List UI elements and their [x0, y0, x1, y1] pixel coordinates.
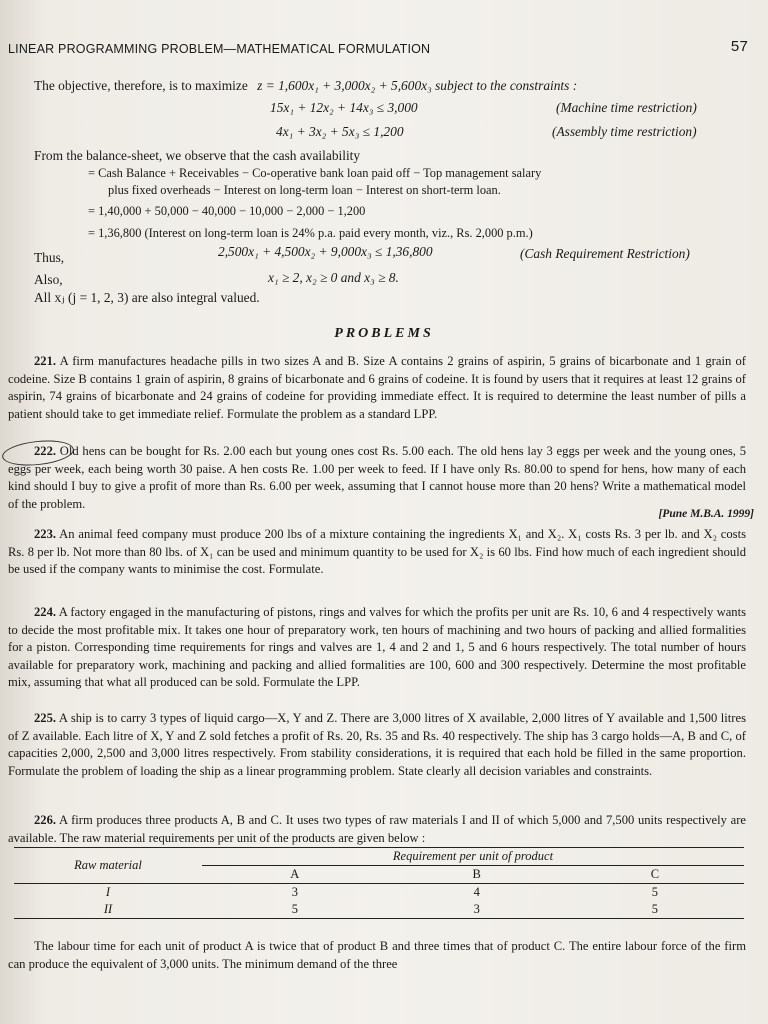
column-header: B: [472, 867, 481, 881]
problem-number: 224.: [34, 605, 57, 619]
cash-line-4: = 1,36,800 (Interest on long-term loan is 24% p.a. paid every month, viz., Rs. 2,000 p.m.): [88, 226, 533, 240]
problem-224: [8, 604, 746, 692]
bounds-expression: x₁ ≥ 2, x₂ ≥ 0 and x₃ ≥ 8.: [268, 270, 399, 285]
also-label: Also,: [34, 272, 63, 287]
raw-material-table: [14, 847, 744, 919]
problem-text: A firm produces three products A, B and C. It uses two types of raw materials I and II of which 5,000 and 7,500 units respectively are available. The raw material requirements per unit of the products are given below :: [8, 813, 746, 845]
constraint-1-label: (Machine time restriction): [556, 100, 697, 115]
cash-intro: From the balance-sheet, we observe that the cash availability: [34, 148, 361, 163]
closing-text: The labour time for each unit of product A is twice that of product B and three times that of product C. The entire labour force of the firm can produce the equivalent of 3,000 units. The minimum demand of the three: [8, 939, 746, 971]
table-cell: 3: [202, 884, 388, 902]
constraint-1: 15x₁ + 12x₂ + 14x₃ ≤ 3,000: [270, 100, 418, 115]
constraint-2: 4x₁ + 3x₂ + 5x₃ ≤ 1,200: [276, 124, 404, 139]
problem-text: A factory engaged in the manufacturing of pistons, rings and valves for which the profits per unit are Rs. 10, 6 and 4 respectively wants to decide the most profitable mix. It takes one hour of preparatory work, ten hours of machining and two hours of packing and allied formalities for a piston. Corresponding time requirements for rings and valves are 1, 4 and 2 and 1, 5 and 6 hours respectively. The total number of hours available for preparatory work, machining and packing and allied formalities are 100, 600 and 300 respectively. Determine the most profitable mix, assuming that what all produced can be sold. Formulate the LPP.: [8, 605, 746, 690]
constraint-2-label: (Assembly time restriction): [552, 124, 697, 139]
problem-source: [Pune M.B.A. 1999]: [658, 508, 754, 520]
problem-223: [8, 526, 746, 579]
table-cell: 4: [388, 884, 566, 902]
objective-expression: z = 1,600x₁ + 3,000x₂ + 5,600x₃ subject to the constraints :: [257, 78, 578, 93]
closing-paragraph: [8, 938, 746, 973]
table-row-header: Raw material: [14, 848, 202, 884]
integrality-note: All xⱼ (j = 1, 2, 3) are also integral valued.: [34, 290, 260, 305]
problems-heading: PROBLEMS: [334, 326, 434, 341]
table-group-header: Requirement per unit of product: [202, 848, 744, 866]
problem-221: [8, 353, 746, 423]
chapter-title: LINEAR PROGRAMMING PROBLEM—MATHEMATICAL FORMULATION: [8, 42, 431, 56]
problem-text: Old hens can be bought for Rs. 2.00 each but young ones cost Rs. 5.00 each. The old hens lay 3 eggs per week and the young ones, 5 eggs per week, each being worth 30 paise. A hen costs Re. 1.00 per week to feed. If I have only Rs. 80.00 to spend for hens, how many of each kind should I buy to give a profit of more than Rs. 6.00 per week, assuming that I cannot house more than 20 hens? Write a mathematical model of the problem.: [8, 444, 746, 511]
row-label: I: [14, 884, 202, 902]
problem-number: 225.: [34, 711, 57, 725]
table-cell: 5: [202, 901, 388, 919]
column-header: A: [290, 867, 300, 881]
table-row: [14, 884, 744, 902]
problem-number: 223.: [34, 527, 57, 541]
row-label: II: [14, 901, 202, 919]
table-cell: 5: [566, 901, 744, 919]
problem-text: A firm manufactures headache pills in two sizes A and B. Size A contains 2 grains of aspirin, 5 grains of bicarbonate and 1 grain of codeine. Size B contains 1 grain of aspirin, 8 grains of bicarbonate and 6 grains of codeine. It is found by users that it requires at least 12 grains of aspirin, 74 grains of bicarbonate and 24 grains of codeine for providing immediate effect. It is required to determine the least number of pills a patient should take to get immediate relief. Formulate the problem as a standard LPP.: [8, 354, 746, 421]
problem-number: 221.: [34, 354, 57, 368]
problem-226: [8, 812, 746, 847]
problem-number: 222.: [34, 444, 57, 458]
column-header: C: [650, 867, 660, 881]
cash-line-1: = Cash Balance + Receivables − Co-operative bank loan paid off − Top management salary: [88, 166, 542, 180]
cash-line-2: plus fixed overheads − Interest on long-term loan − Interest on short-term loan.: [108, 183, 501, 197]
objective-line: [34, 78, 577, 94]
problem-222: [8, 443, 746, 513]
thus-label: Thus,: [34, 250, 65, 265]
objective-intro: The objective, therefore, is to maximize: [34, 78, 248, 93]
problem-text: An animal feed company must produce 200 lbs of a mixture containing the ingredients X₁ and X₂. X₁ costs Rs. 3 per lb. and X₂ costs Rs. 8 per lb. Not more than 80 lbs. of X₁ can be used and minimum quantity to be used for X₂ is 60 lbs. Find how much of each ingredient should be used if the company wants to minimise the cost. Formulate.: [8, 527, 746, 577]
problem-text: A ship is to carry 3 types of liquid cargo—X, Y and Z. There are 3,000 litres of X available, 2,000 litres of Y available and 1,500 litres of Z available. Each litre of X, Y and Z sold fetches a profit of Rs. 20, Rs. 35 and Rs. 40 respectively. The ship has 3 cargo holds—A, B and C, of capacities 2,000, 2,500 and 3,000 litres respectively. From stability considerations, it is required that each hold be filled in the same proportion. Formulate the problem of loading the ship as a linear programming problem. State clearly all decision variables and constraints.: [8, 711, 746, 778]
table-row: [14, 901, 744, 919]
table-cell: 5: [566, 884, 744, 902]
page-number: 57: [730, 38, 748, 55]
problem-number: 226.: [34, 813, 57, 827]
problem-225: [8, 710, 746, 780]
cash-constraint-label: (Cash Requirement Restriction): [520, 246, 690, 261]
running-header: [8, 38, 748, 56]
cash-constraint: 2,500x₁ + 4,500x₂ + 9,000x₃ ≤ 1,36,800: [218, 244, 433, 259]
cash-line-3: = 1,40,000 + 50,000 − 40,000 − 10,000 − 2,000 − 1,200: [88, 204, 366, 218]
table-cell: 3: [388, 901, 566, 919]
